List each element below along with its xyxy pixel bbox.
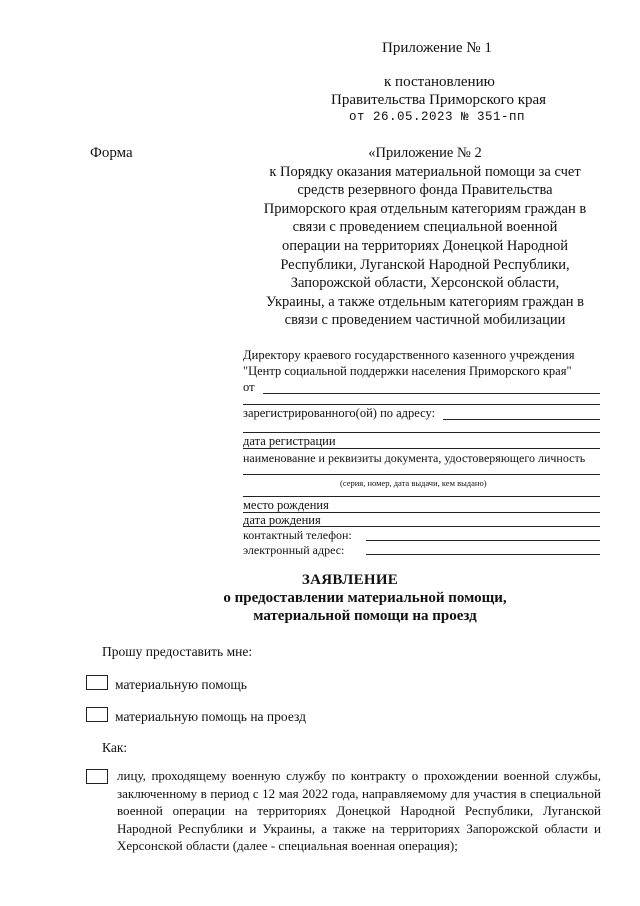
order-line: Запорожской области, Херсонской области, — [290, 275, 560, 292]
addressee-line-2: "Центр социальной поддержки населения Приморского края" — [243, 364, 572, 378]
order-line: связи с проведением специальной военной — [292, 219, 558, 236]
addressee-line-1: Директору краевого государственного казенного учреждения — [243, 348, 575, 362]
government-name: Правительства Приморского края — [331, 92, 547, 108]
registered-address-field-2[interactable] — [243, 432, 600, 433]
from-label: от — [243, 380, 255, 394]
email-field[interactable] — [366, 554, 600, 555]
travel-aid-label: материальную помощь на проезд — [115, 709, 306, 724]
order-reference-block — [255, 144, 595, 330]
order-line: операции на территориях Донецкой Народной — [281, 237, 568, 254]
form-label: Форма — [90, 145, 133, 161]
order-line: Украины, а также отдельным категориям граждан в — [265, 293, 585, 310]
order-line: Приморского края отдельным категориям граждан в — [263, 200, 587, 217]
request-intro: Прошу предоставить мне: — [102, 644, 253, 659]
phone-label: контактный телефон: — [243, 528, 352, 542]
as-label: Как: — [102, 740, 128, 755]
resolution-date-number: от 26.05.2023 № 351-пп — [349, 110, 526, 124]
registration-date-field[interactable] — [243, 448, 600, 449]
registration-date-label: дата регистрации — [243, 434, 336, 448]
id-document-label: наименование и реквизиты документа, удостоверяющего личность — [243, 451, 586, 465]
order-line: «Приложение № 2 — [368, 145, 482, 161]
material-aid-label: материальную помощь — [115, 677, 247, 692]
from-field-line[interactable] — [263, 393, 600, 394]
birthplace-label: место рождения — [243, 498, 329, 512]
appendix-heading: Приложение № 1 — [382, 40, 492, 56]
order-line: связи с проведением частичной мобилизации — [284, 312, 566, 329]
phone-field[interactable] — [366, 540, 600, 541]
from-field-line-2[interactable] — [243, 404, 600, 405]
application-subtitle-2: материальной помощи на проезд — [253, 608, 477, 624]
id-document-field[interactable] — [243, 474, 600, 475]
to-resolution: к постановлению — [384, 74, 495, 90]
order-line: Республики, Луганской Народной Республики, — [280, 256, 570, 273]
registered-address-label: зарегистрированного(ой) по адресу: — [243, 406, 436, 420]
email-label: электронный адрес: — [243, 543, 345, 557]
order-line: средств резервного фонда Правительства — [297, 182, 553, 199]
contract-service-checkbox[interactable] — [86, 769, 108, 784]
order-line: к Порядку оказания материальной помощи за счет — [269, 163, 581, 180]
birthdate-field[interactable] — [243, 526, 600, 527]
material-aid-checkbox[interactable] — [86, 675, 108, 690]
registered-address-field[interactable] — [443, 419, 600, 420]
birthdate-label: дата рождения — [243, 513, 321, 527]
id-document-field-2[interactable] — [243, 496, 600, 497]
id-document-hint: (серия, номер, дата выдачи, кем выдано) — [340, 478, 487, 488]
application-title: ЗАЯВЛЕНИЕ — [301, 572, 399, 588]
contract-service-text: лицу, проходящему военную службу по контракту о прохождении военной службы, заключенному в период с 12 мая 2022 года, направляемому для участия в специальной военной операции на территориях Донецкой Народной Республики, Луганской Народной Республики и Украины, а также на территориях Запорожской области и Херсонской области (далее - специальная военная операция); — [117, 768, 601, 853]
travel-aid-checkbox[interactable] — [86, 707, 108, 722]
application-subtitle-1: о предоставлении материальной помощи, — [223, 590, 507, 606]
